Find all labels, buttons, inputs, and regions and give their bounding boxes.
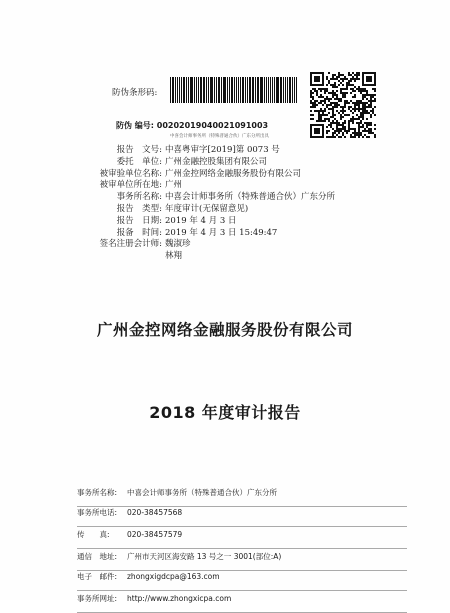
report-info <box>88 145 388 263</box>
barcode-bar <box>203 77 205 103</box>
barcode-bar <box>214 77 215 103</box>
barcode-label: 防伪条形码: <box>112 88 158 98</box>
info-value: 广州金控网络金融服务股份有限公司 <box>165 168 302 179</box>
contact-row <box>77 552 407 571</box>
contact-value: 广州市天河区海安路 13 号之一 3001(部位:A) <box>127 552 282 561</box>
info-value: 广州 <box>165 180 183 191</box>
info-row <box>88 204 388 216</box>
barcode-bar <box>181 77 182 103</box>
info-label: 事务所名称: <box>116 192 162 203</box>
barcode-bar <box>283 77 284 103</box>
barcode-bar <box>210 77 213 103</box>
barcode-bar <box>247 77 248 103</box>
barcode-bar <box>252 77 254 103</box>
barcode-bar <box>287 77 288 103</box>
barcode-bar <box>292 77 293 103</box>
barcode-bar <box>196 77 197 103</box>
barcode-bar <box>285 77 286 103</box>
info-row <box>88 216 388 228</box>
barcode-bar <box>255 77 256 103</box>
info-row <box>88 169 388 181</box>
contact-row <box>77 594 407 613</box>
info-label: 委托 单位: <box>116 156 162 167</box>
barcode-bar <box>294 77 295 103</box>
info-label: 被审验单位名称: <box>99 168 162 179</box>
barcode-bar <box>280 77 282 103</box>
barcode-bar <box>177 77 178 103</box>
contact-row <box>77 508 407 527</box>
barcode-bar <box>172 77 174 103</box>
serial-label: 防伪 编号: <box>116 121 154 130</box>
report-title: 2018 年度审计报告 <box>149 403 301 422</box>
info-row <box>88 145 388 157</box>
contact-label: 事务所电话: <box>77 508 118 517</box>
info-row <box>88 192 388 204</box>
info-label: 签名注册会计师: <box>99 239 162 250</box>
barcode-bar <box>257 77 259 103</box>
barcode-bar <box>206 77 207 103</box>
info-label: 报告 文号: <box>116 145 162 155</box>
contact-label: 通信 地址: <box>77 552 118 561</box>
barcode-bar <box>264 77 265 103</box>
anti-counterfeit-barcode <box>170 77 301 103</box>
info-value: 林翔 <box>165 251 183 262</box>
contact-value: 中喜会计师事务所（特殊普通合伙）广东分所 <box>127 488 277 497</box>
info-label: 被审单位所在地: <box>99 180 162 191</box>
info-value: 2019 年 4 月 3 日 15:49:47 <box>165 227 278 238</box>
serial-number <box>116 120 268 131</box>
barcode-bar <box>274 77 275 103</box>
contact-value: 020-38457568 <box>127 508 183 517</box>
barcode-bar <box>218 77 220 103</box>
barcode-bar <box>198 77 199 103</box>
barcode-bar <box>200 77 202 103</box>
info-row <box>88 251 388 263</box>
info-value: 中喜粤审字[2019]第 0073 号 <box>165 145 280 155</box>
info-label: 报告 类型: <box>116 203 162 214</box>
contact-row <box>77 530 407 549</box>
barcode-bar <box>260 77 263 103</box>
info-value: 2019 年 4 月 3 日 <box>165 215 237 226</box>
barcode-bar <box>236 77 237 103</box>
contact-row <box>77 488 407 507</box>
contact-value: 020-38457579 <box>127 530 183 539</box>
info-label <box>88 251 162 263</box>
company-title: 广州金控网络金融服务股份有限公司 <box>96 321 353 339</box>
info-value: 广州金融控股集团有限公司 <box>165 156 268 167</box>
contact-label: 事务所网址: <box>77 594 118 603</box>
info-value: 中喜会计师事务所（特殊普通合伙）广东分所 <box>165 192 336 203</box>
barcode-bar <box>183 77 185 103</box>
serial-value: 00202019040021091003 <box>156 121 269 130</box>
barcode-bar <box>276 77 279 103</box>
barcode-bar <box>170 77 171 103</box>
contact-label: 电子 邮件: <box>77 572 118 581</box>
barcode-bar <box>223 77 226 103</box>
contact-label: 传 真: <box>77 530 110 539</box>
barcode-bar <box>186 77 187 103</box>
barcode-bar <box>221 77 222 103</box>
barcode-bar <box>194 77 195 103</box>
barcode-bar <box>272 77 273 103</box>
contact-label: 事务所名称: <box>77 488 118 497</box>
barcode-bar <box>249 77 251 103</box>
barcode-bar <box>266 77 267 103</box>
serial-note: 中喜会计师事务所（特殊普通合伙）广东分所出具 <box>170 134 269 139</box>
info-value: 魏淑珍 <box>165 239 191 250</box>
info-row <box>88 228 388 240</box>
barcode-bar <box>270 77 271 103</box>
barcode-bar <box>289 77 291 103</box>
contact-row <box>77 572 407 591</box>
firm-contact-info <box>77 488 407 613</box>
info-value: 年度审计(无保留意见) <box>165 203 249 214</box>
info-row <box>88 157 388 169</box>
barcode-bar <box>268 77 269 103</box>
info-row <box>88 180 388 192</box>
barcode-bar <box>242 77 244 103</box>
barcode-bar <box>296 77 297 103</box>
barcode-bar <box>245 77 246 103</box>
qr-code-icon <box>310 72 376 138</box>
barcode-bar <box>238 77 239 103</box>
barcode-bar <box>231 77 233 103</box>
barcode-bar <box>190 77 193 103</box>
barcode-bar <box>188 77 189 103</box>
barcode-bar <box>227 77 228 103</box>
barcode-bar <box>175 77 176 103</box>
barcode-bar <box>179 77 180 103</box>
barcode-bar <box>234 77 235 103</box>
barcode-bar <box>208 77 209 103</box>
info-label: 报备 时间: <box>116 227 162 238</box>
contact-value: zhongxigdcpa@163.com <box>127 572 220 581</box>
barcode-bar <box>216 77 217 103</box>
contact-value: http://www.zhongxicpa.com <box>127 594 232 603</box>
barcode-bar <box>229 77 230 103</box>
info-label: 报告 日期: <box>116 215 162 226</box>
info-row <box>88 239 388 251</box>
barcode-bar <box>240 77 241 103</box>
